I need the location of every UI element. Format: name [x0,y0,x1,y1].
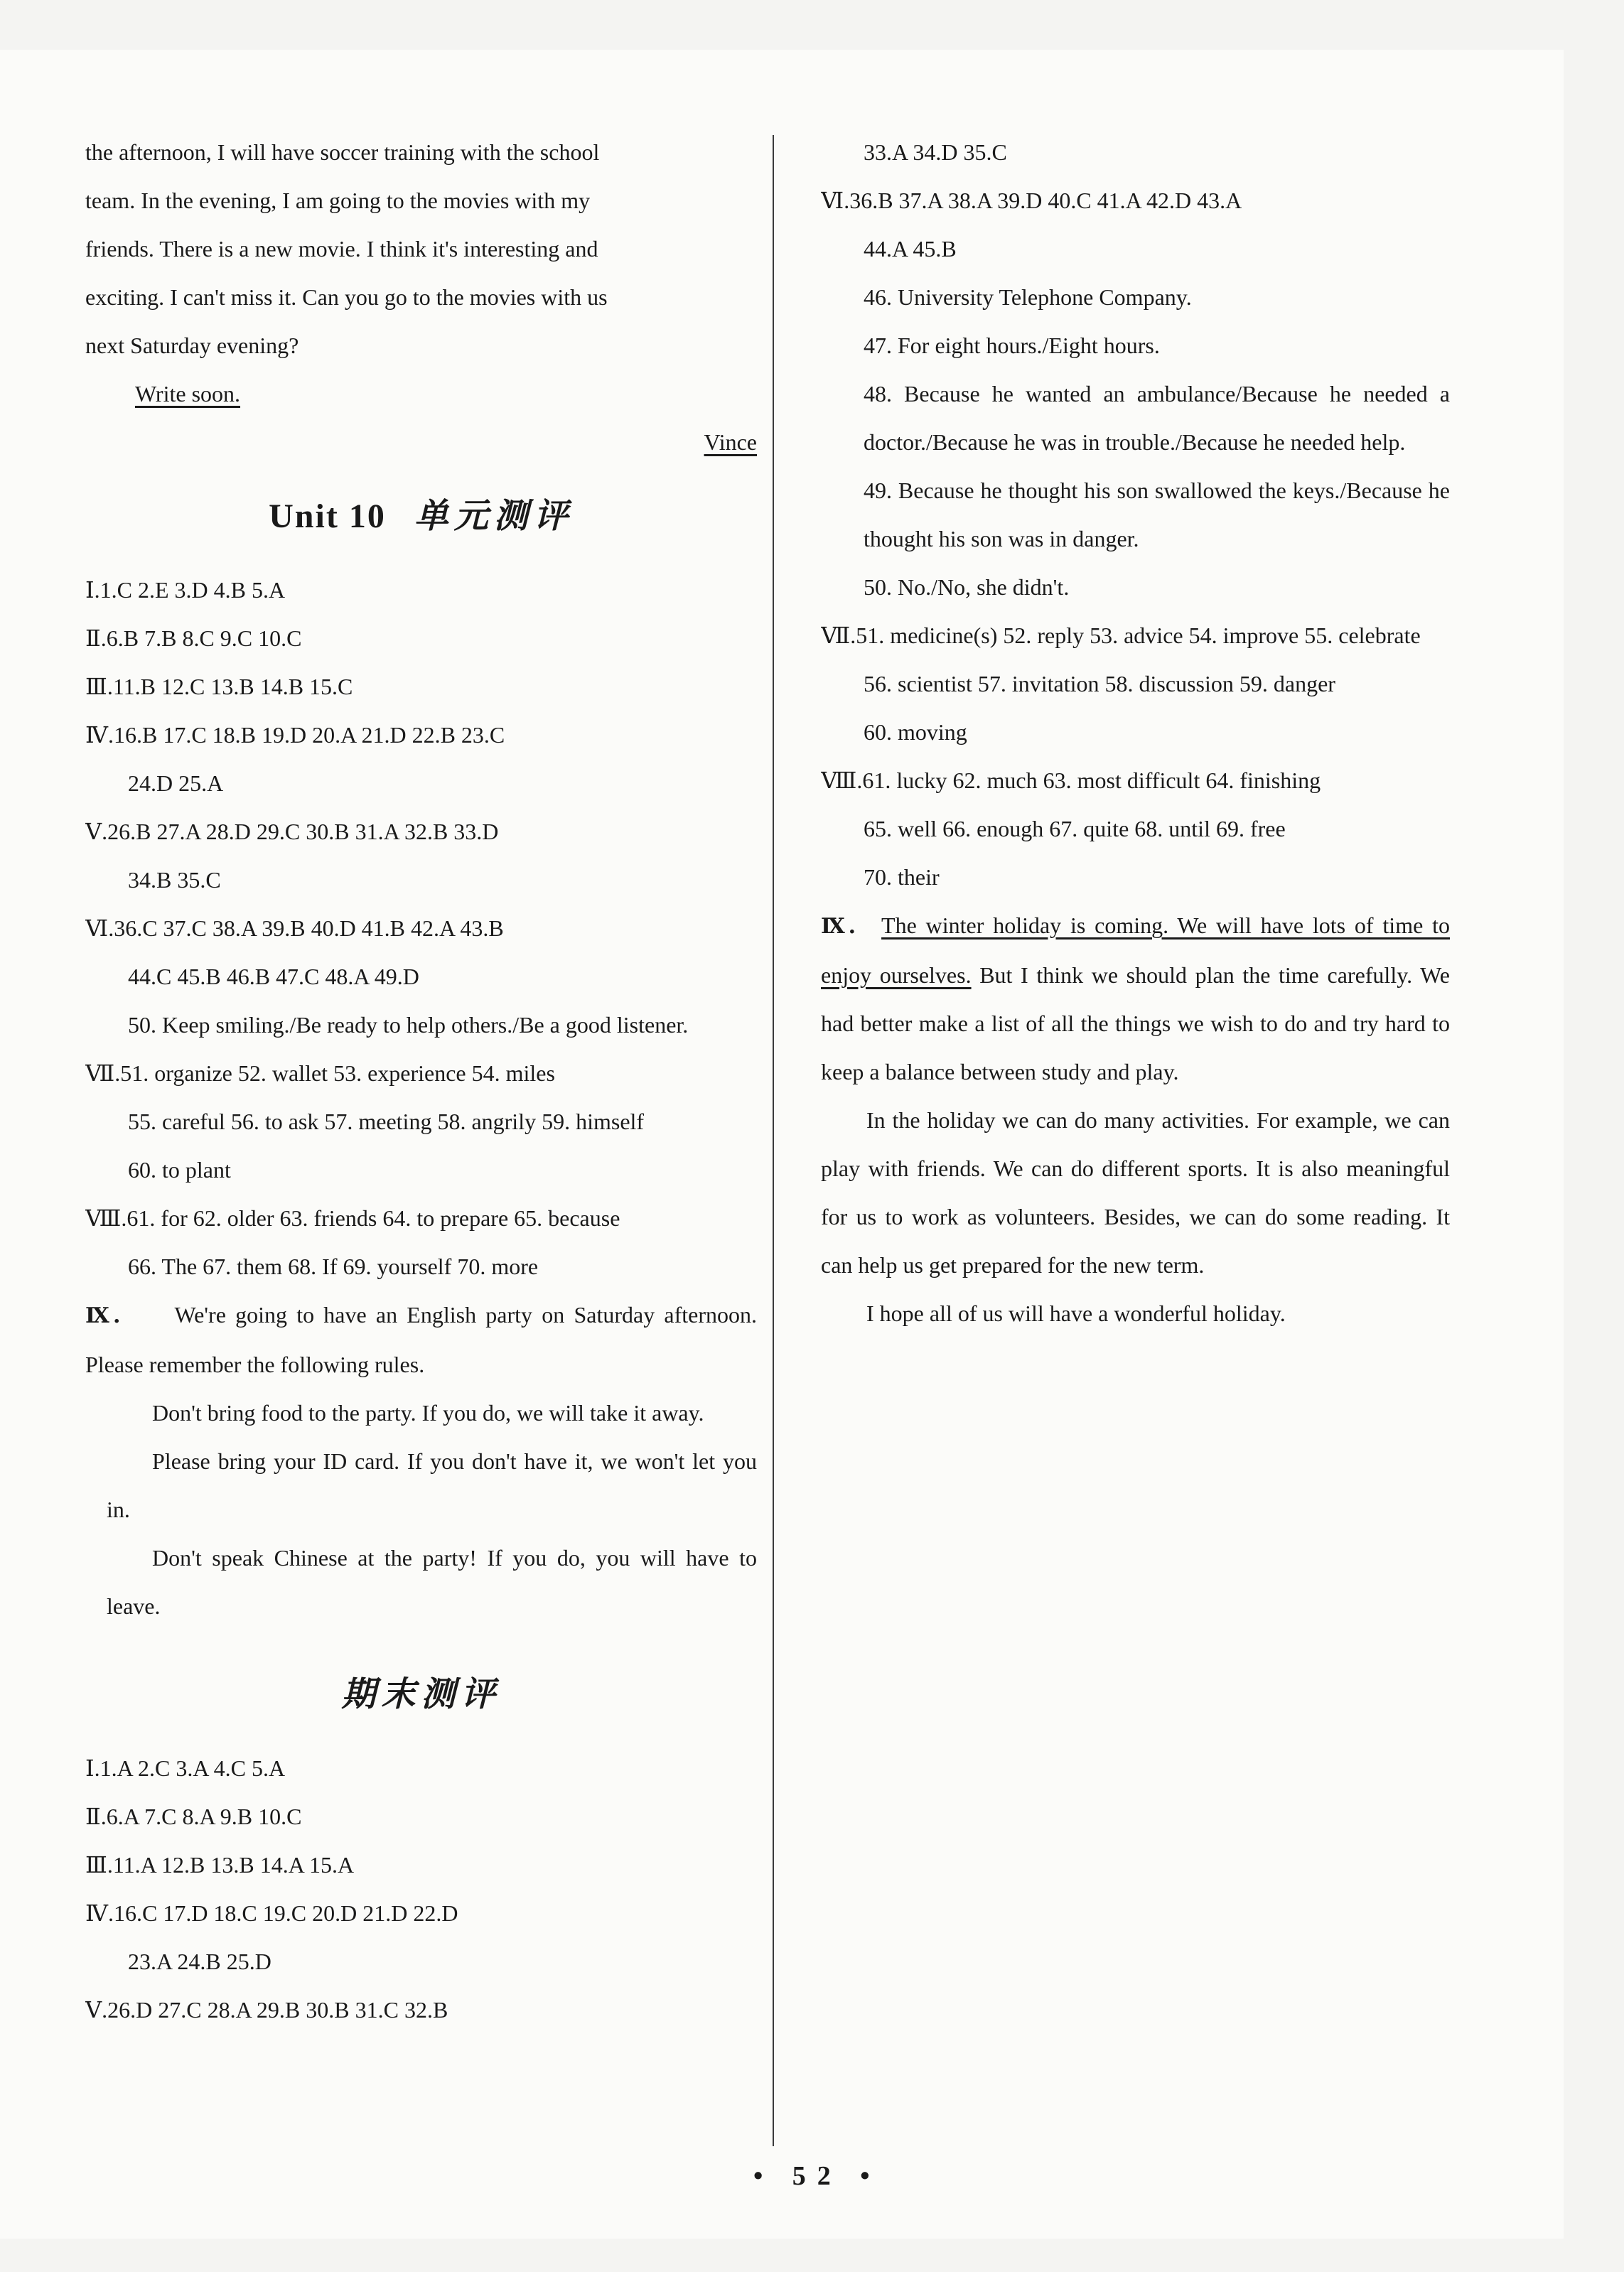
answer-46: 46. University Telephone Company. [864,284,1192,310]
answer-row: 24.D 25.A [128,770,224,796]
answer-row: 70. their [864,864,940,890]
answer-row: Ⅳ.16.C 17.D 18.C 19.C 20.D 21.D 22.D [85,1900,458,1926]
essay-opening: The winter holiday is coming. We will have lots of time to enjoy ourselves. [821,912,1450,988]
letter-line: exciting. I can't miss it. Can you go to the movies with us [85,284,608,310]
section-ix-para: Please bring your ID card. If you don't have it, we won't let you in. [107,1448,757,1522]
answer-50: 50. Keep smiling./Be ready to help others./Be a good listener. [128,1012,689,1038]
answer-48: 48. Because he wanted an ambulance/Because he needed a doctor./Because he was in trouble./Because he needed help. [864,381,1450,455]
answer-row: 56. scientist 57. invitation 58. discussion 59. danger [864,671,1335,696]
unit-title-zh: 单元测评 [414,496,574,536]
answer-row: 44.C 45.B 46.B 47.C 48.A 49.D [128,964,419,989]
answer-row: Ⅰ.1.A 2.C 3.A 4.C 5.A [85,1755,286,1781]
answer-row: Ⅶ.51. organize 52. wallet 53. experience 54. miles [85,1060,555,1086]
answer-row: 55. careful 56. to ask 57. meeting 58. angrily 59. himself [128,1109,645,1134]
answer-row: 44.A 45.B [864,236,957,262]
essay-paragraph: In the holiday we can do many activities. For example, we can play with friends. We can do different sports. It is also meaningful for us to work as volunteers. Besides, we can do some reading. It can help us get prepared for the new term. [821,1107,1450,1278]
section-ix-para: Don't bring food to the party. If you do, we will take it away. [152,1400,704,1426]
letter-line: team. In the evening, I am going to the movies with my [85,188,591,213]
answer-49: 49. Because he thought his son swallowed the keys./Because he thought his son was in danger. [864,478,1450,551]
write-soon: Write soon. [135,381,241,407]
answer-row: 65. well 66. enough 67. quite 68. until 69. free [864,816,1286,841]
right-column [821,128,1450,1337]
answer-row: Ⅱ.6.A 7.C 8.A 9.B 10.C [85,1804,302,1829]
answer-row: Ⅲ.11.A 12.B 13.B 14.A 15.A [85,1852,355,1878]
page-number: • 52 • [753,2161,881,2191]
answer-row: Ⅴ.26.B 27.A 28.D 29.C 30.B 31.A 32.B 33.D [85,819,499,844]
section-ix-label: Ⅸ. [85,1303,121,1328]
answer-row: Ⅷ.61. for 62. older 63. friends 64. to prepare 65. because [85,1205,620,1231]
signature: Vince [704,429,757,455]
answer-row: 34.B 35.C [128,867,221,893]
section-ix-para: Ⅸ. We're going to have an English party on Saturday afternoon. Please remember the following rules. [85,1302,758,1377]
final-title: 期末测评 [341,1674,501,1714]
letter-line: friends. There is a new movie. I think it's interesting and [85,236,598,262]
section-ix-label: Ⅸ. [821,914,856,939]
answer-row: Ⅴ.26.D 27.C 28.A 29.B 30.B 31.C 32.B [85,1997,448,2023]
answer-row: Ⅰ.1.C 2.E 3.D 4.B 5.A [85,577,286,603]
answer-row: Ⅲ.11.B 12.C 13.B 14.B 15.C [85,674,353,699]
letter-line: next Saturday evening? [85,333,299,358]
column-divider [773,135,774,2146]
essay-paragraph: I hope all of us will have a wonderful holiday. [866,1301,1286,1326]
answer-47: 47. For eight hours./Eight hours. [864,333,1160,358]
answer-row: 33.A 34.D 35.C [864,139,1007,165]
answer-row: 60. moving [864,719,967,745]
left-column [85,128,757,2034]
answer-row: Ⅳ.16.B 17.C 18.B 19.D 20.A 21.D 22.B 23.C [85,722,505,748]
answer-row: Ⅵ.36.C 37.C 38.A 39.B 40.D 41.B 42.A 43.B [85,915,504,941]
unit-title: Unit 10 [269,497,386,535]
answer-row: Ⅵ.36.B 37.A 38.A 39.D 40.C 41.A 42.D 43.A [821,188,1242,213]
answer-row: Ⅶ.51. medicine(s) 52. reply 53. advice 54. improve 55. celebrate [821,623,1421,648]
section-ix-para: Don't speak Chinese at the party! If you do, you will have to leave. [107,1545,757,1619]
answer-row: Ⅱ.6.B 7.B 8.C 9.C 10.C [85,625,302,651]
unit-10-heading [85,466,757,566]
answer-row: 66. The 67. them 68. If 69. yourself 70. more [128,1254,539,1279]
letter-line: the afternoon, I will have soccer training with the school [85,139,600,165]
essay-paragraph: Ⅸ. The winter holiday is coming. We will have lots of time to enjoy ourselves. But I think we should plan the time carefully. We had better make a list of all the things we wish to do and try hard to keep a balance between study and play. [821,912,1451,1084]
answer-row: 60. to plant [128,1157,231,1183]
final-exam-heading [85,1644,757,1744]
answer-row: 23.A 24.B 25.D [128,1949,271,1974]
answer-50: 50. No./No, she didn't. [864,574,1070,600]
answer-row: Ⅷ.61. lucky 62. much 63. most difficult 64. finishing [821,768,1321,793]
